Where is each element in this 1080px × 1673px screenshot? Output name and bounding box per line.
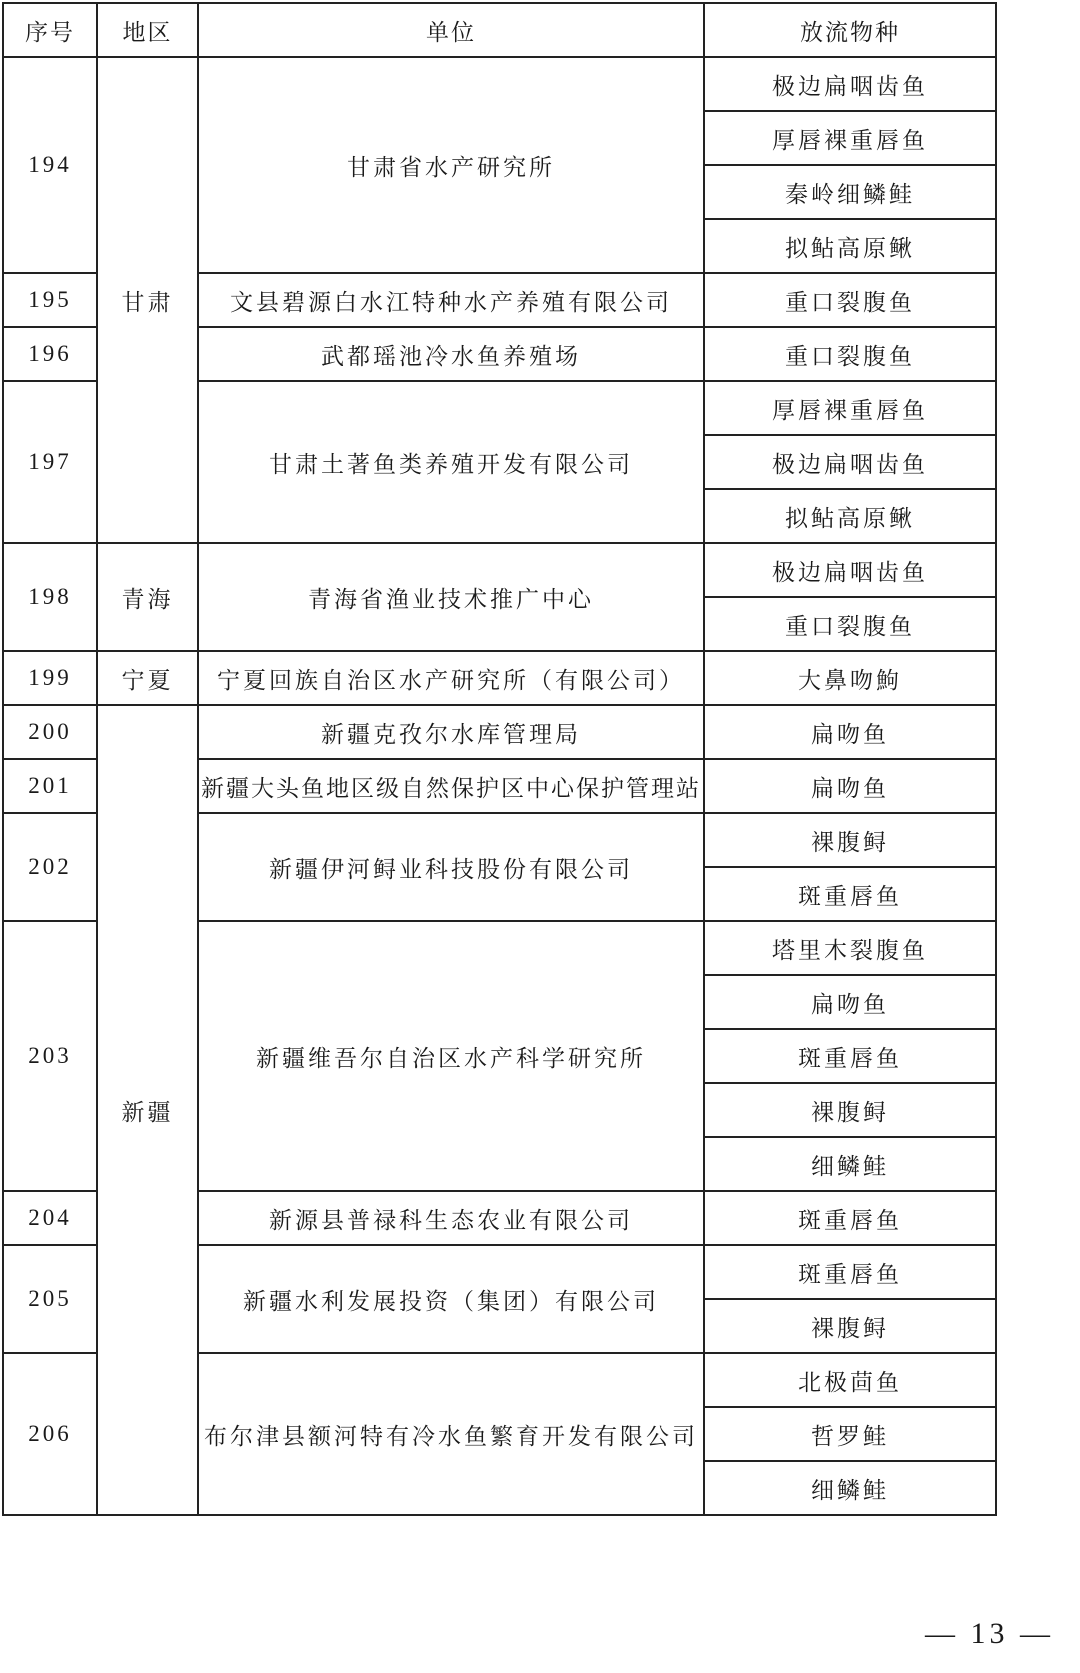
species-cell: 厚唇裸重唇鱼 [704, 111, 996, 165]
header-region: 地区 [97, 3, 198, 57]
species-cell: 秦岭细鳞鲑 [704, 165, 996, 219]
seq-cell: 205 [3, 1245, 97, 1353]
seq-cell: 202 [3, 813, 97, 921]
seq-cell: 201 [3, 759, 97, 813]
header-unit: 单位 [198, 3, 704, 57]
species-cell: 裸腹鲟 [704, 813, 996, 867]
seq-cell: 195 [3, 273, 97, 327]
species-cell: 极边扁咽齿鱼 [704, 543, 996, 597]
unit-cell: 新疆伊河鲟业科技股份有限公司 [198, 813, 704, 921]
species-cell: 斑重唇鱼 [704, 1191, 996, 1245]
unit-cell: 宁夏回族自治区水产研究所（有限公司） [198, 651, 704, 705]
species-cell: 斑重唇鱼 [704, 1029, 996, 1083]
species-cell: 裸腹鲟 [704, 1299, 996, 1353]
species-cell: 拟鲇高原鳅 [704, 489, 996, 543]
species-release-table [2, 2, 997, 1516]
species-cell: 北极茴鱼 [704, 1353, 996, 1407]
table-row [3, 705, 996, 759]
species-cell: 扁吻鱼 [704, 705, 996, 759]
species-cell: 扁吻鱼 [704, 759, 996, 813]
table-row [3, 543, 996, 597]
species-cell: 拟鲇高原鳅 [704, 219, 996, 273]
species-cell: 扁吻鱼 [704, 975, 996, 1029]
unit-cell: 新疆克孜尔水库管理局 [198, 705, 704, 759]
unit-cell: 新疆水利发展投资（集团）有限公司 [198, 1245, 704, 1353]
species-cell: 大鼻吻鮈 [704, 651, 996, 705]
seq-cell: 194 [3, 57, 97, 273]
species-cell: 斑重唇鱼 [704, 1245, 996, 1299]
seq-cell: 206 [3, 1353, 97, 1515]
header-species: 放流物种 [704, 3, 996, 57]
species-cell: 重口裂腹鱼 [704, 597, 996, 651]
region-cell: 青海 [97, 543, 198, 651]
header-seq: 序号 [3, 3, 97, 57]
species-cell: 裸腹鲟 [704, 1083, 996, 1137]
species-cell: 重口裂腹鱼 [704, 273, 996, 327]
seq-cell: 200 [3, 705, 97, 759]
species-cell: 斑重唇鱼 [704, 867, 996, 921]
species-cell: 塔里木裂腹鱼 [704, 921, 996, 975]
table-row [3, 57, 996, 111]
seq-cell: 197 [3, 381, 97, 543]
seq-cell: 204 [3, 1191, 97, 1245]
species-cell: 极边扁咽齿鱼 [704, 435, 996, 489]
species-cell: 厚唇裸重唇鱼 [704, 381, 996, 435]
seq-cell: 203 [3, 921, 97, 1191]
unit-cell: 青海省渔业技术推广中心 [198, 543, 704, 651]
unit-cell: 甘肃土著鱼类养殖开发有限公司 [198, 381, 704, 543]
region-cell: 宁夏 [97, 651, 198, 705]
species-cell: 细鳞鲑 [704, 1137, 996, 1191]
region-cell: 甘肃 [97, 57, 198, 543]
unit-cell: 甘肃省水产研究所 [198, 57, 704, 273]
species-cell: 细鳞鲑 [704, 1461, 996, 1515]
header-row [3, 3, 996, 57]
species-cell: 重口裂腹鱼 [704, 327, 996, 381]
region-cell: 新疆 [97, 705, 198, 1515]
unit-cell: 新疆大头鱼地区级自然保护区中心保护管理站 [198, 759, 704, 813]
unit-cell: 新疆维吾尔自治区水产科学研究所 [198, 921, 704, 1191]
unit-cell: 文县碧源白水江特种水产养殖有限公司 [198, 273, 704, 327]
species-cell: 哲罗鲑 [704, 1407, 996, 1461]
unit-cell: 新源县普禄科生态农业有限公司 [198, 1191, 704, 1245]
seq-cell: 198 [3, 543, 97, 651]
table-row [3, 651, 996, 705]
page-number: — 13 — [925, 1617, 1054, 1650]
unit-cell: 布尔津县额河特有冷水鱼繁育开发有限公司 [198, 1353, 704, 1515]
seq-cell: 199 [3, 651, 97, 705]
species-cell: 极边扁咽齿鱼 [704, 57, 996, 111]
unit-cell: 武都瑶池冷水鱼养殖场 [198, 327, 704, 381]
seq-cell: 196 [3, 327, 97, 381]
